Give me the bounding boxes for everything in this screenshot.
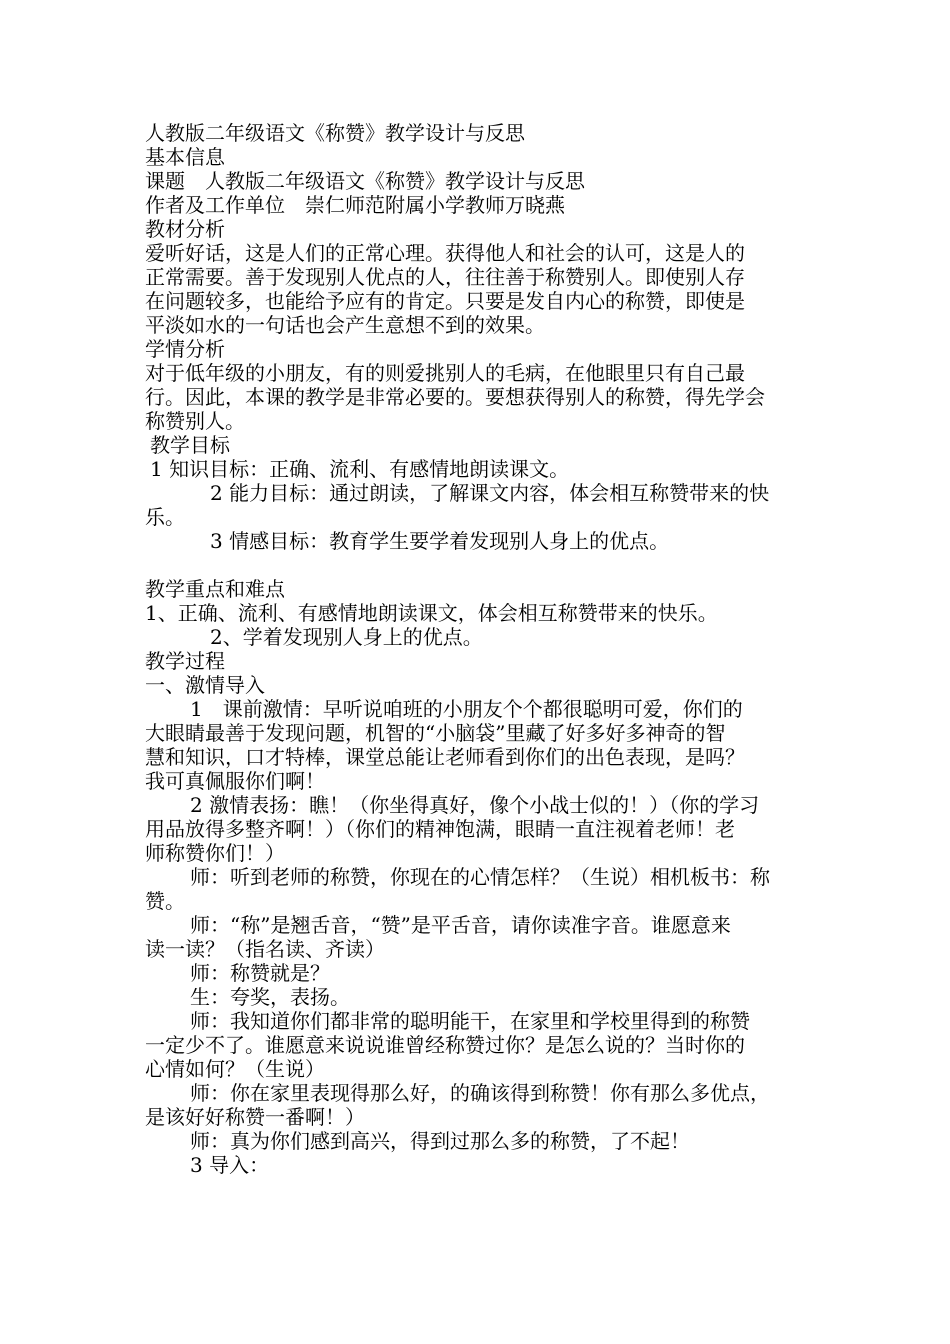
paragraph-line: 赞。 <box>145 889 185 913</box>
paragraph-line: 师：“称”是翘舌音，“赞”是平舌音，请你读准字音。谁愿意来 <box>190 913 731 937</box>
paragraph-line: 2 激情表扬：瞧！（你坐得真好，像个小战士似的！）（你的学习 <box>190 793 760 817</box>
paragraph-line: 1 课前激情：早听说咱班的小朋友个个都很聪明可爱，你们的 <box>190 697 743 721</box>
material-text-line: 平淡如水的一句话也会产生意想不到的效果。 <box>145 313 545 337</box>
paragraph-line: 心情如何？（生说） <box>145 1057 325 1081</box>
goal-ability-cont: 乐。 <box>145 505 185 529</box>
key-point-1: 1、正确、流利、有感情地朗读课文，体会相互称赞带来的快乐。 <box>145 601 718 625</box>
student-heading: 学情分析 <box>145 337 225 361</box>
paragraph-line: 一定少不了。谁愿意来说说谁曾经称赞过你？是怎么说的？当时你的 <box>145 1033 745 1057</box>
student-text-line: 对于低年级的小朋友，有的则爱挑别人的毛病，在他眼里只有自己最 <box>145 361 745 385</box>
material-text-line: 正常需要。善于发现别人优点的人，往往善于称赞别人。即使别人存 <box>145 265 745 289</box>
paragraph-line: 师：称赞就是？ <box>190 961 330 985</box>
key-points-heading: 教学重点和难点 <box>145 577 285 601</box>
basic-info-heading: 基本信息 <box>145 145 225 169</box>
process-heading: 教学过程 <box>145 649 225 673</box>
paragraph-line: 慧和知识，口才特棒，课堂总能让老师看到你们的出色表现，是吗？ <box>145 745 745 769</box>
paragraph-line: 大眼睛最善于发现问题，机智的“小脑袋”里藏了好多好多神奇的智 <box>145 721 726 745</box>
material-text-line: 爱听好话，这是人们的正常心理。获得他人和社会的认可，这是人的 <box>145 241 745 265</box>
section-1-heading: 一、激情导入 <box>145 673 265 697</box>
paragraph-line: 师称赞你们！） <box>145 841 285 865</box>
student-text-line: 行。因此，本课的教学是非常必要的。要想获得别人的称赞，得先学会 <box>145 385 765 409</box>
paragraph-line: 师：真为你们感到高兴，得到过那么多的称赞，了不起！ <box>190 1129 690 1153</box>
paragraph-line: 读一读？（指名读、齐读） <box>145 937 385 961</box>
paragraph-line: 用品放得多整齐啊！）（你们的精神饱满，眼睛一直注视着老师！老 <box>145 817 735 841</box>
paragraph-line: 我可真佩服你们啊！ <box>145 769 325 793</box>
document-page <box>145 121 815 1177</box>
paragraph-line: 生：夸奖，表扬。 <box>190 985 350 1009</box>
paragraph-line: 3 导入： <box>190 1153 270 1177</box>
student-text-line: 称赞别人。 <box>145 409 245 433</box>
material-text-line: 在问题较多，也能给予应有的肯定。只要是发自内心的称赞，即使是 <box>145 289 745 313</box>
goal-emotion: 3 情感目标：教育学生要学着发现别人身上的优点。 <box>210 529 670 553</box>
paragraph-line: 师：我知道你们都非常的聪明能干，在家里和学校里得到的称赞 <box>190 1009 750 1033</box>
paragraph-line: 是该好好称赞一番啊！） <box>145 1105 365 1129</box>
key-point-2: 2、学着发现别人身上的优点。 <box>210 625 483 649</box>
goals-heading: 教学目标 <box>150 433 230 457</box>
paragraph-line: 师：听到老师的称赞，你现在的心情怎样？（生说）相机板书：称 <box>190 865 770 889</box>
paragraph-line: 师：你在家里表现得那么好，的确该得到称赞！你有那么多优点， <box>190 1081 770 1105</box>
material-heading: 教材分析 <box>145 217 225 241</box>
topic-line: 课题 人教版二年级语文《称赞》教学设计与反思 <box>145 169 585 193</box>
document-title: 人教版二年级语文《称赞》教学设计与反思 <box>145 121 525 145</box>
blank-line <box>145 553 815 577</box>
goal-ability: 2 能力目标：通过朗读，了解课文内容，体会相互称赞带来的快 <box>210 481 770 505</box>
goal-knowledge: 1 知识目标：正确、流利、有感情地朗读课文。 <box>150 457 570 481</box>
author-line: 作者及工作单位 崇仁师范附属小学教师万晓燕 <box>145 193 565 217</box>
